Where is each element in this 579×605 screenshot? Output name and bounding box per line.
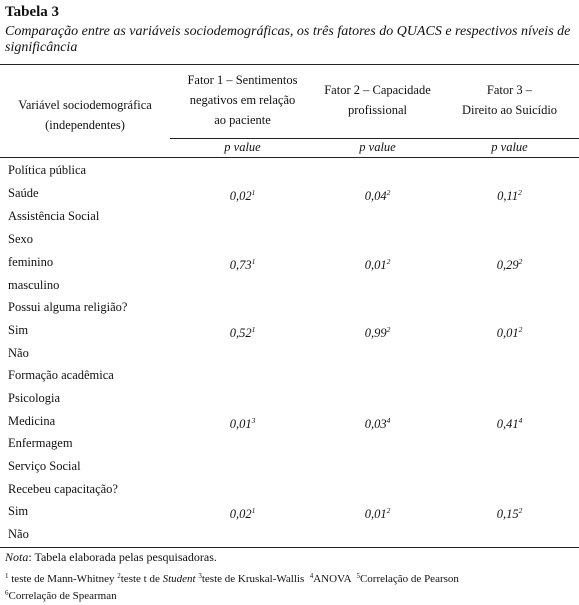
row-label: Não — [8, 346, 29, 360]
header-fator3-line1: Fator 3 – — [486, 83, 533, 97]
header-fator1-line1: Fator 1 – Sentimentos — [187, 73, 298, 87]
header-fator2 — [300, 80, 455, 120]
row-label: Sim — [8, 504, 29, 518]
pvalue-label-fator3: p value — [491, 140, 528, 154]
table-subtitle: Comparação entre as variáveis sociodemográficas, os três fatores do QUACS e respectivos níveis de significância — [5, 24, 571, 55]
footnote-5: Correlação de Pearson — [359, 573, 459, 585]
pvalue-cell: 0,73$^1$ — [229, 257, 256, 272]
table-title: Tabela 3 — [5, 4, 60, 20]
footnote-1: teste de Mann-Whitney — [11, 573, 115, 585]
header-fator2-line1: Fator 2 – Capacidade — [324, 83, 431, 97]
row-label: Medicina — [8, 414, 56, 428]
footnote-2b: Student — [162, 573, 196, 585]
footnotes-line1: $^1$ teste de Mann-Whitney $^2$teste t de Student $^3$teste de Kruskal-Wallis $^4$ANOVA $^5$Correlação de Pearson — [5, 572, 459, 585]
pvalue-cell: 0,52$^1$ — [229, 325, 256, 340]
pvalue-cell: 0,04$^2$ — [364, 188, 391, 203]
row-label: feminino — [8, 255, 54, 269]
pvalue-label-fator1: p value — [224, 140, 261, 154]
row-label: Enfermagem — [8, 436, 73, 450]
row-label: Formação acadêmica — [8, 368, 114, 382]
header-fator1 — [170, 70, 315, 130]
row-label: Assistência Social — [8, 209, 100, 223]
footnote-4: ANOVA — [313, 573, 351, 585]
pvalue-cell: 0,01$^2$ — [364, 257, 391, 272]
pvalue-cell: 0,02$^1$ — [229, 506, 256, 521]
table-note — [5, 549, 217, 565]
row-label: Possui alguma religião? — [8, 300, 128, 314]
header-variable-line1: Variável sociodemográfica — [18, 98, 152, 112]
row-label: masculino — [8, 278, 60, 292]
row-label: Não — [8, 527, 29, 541]
header-variable-line2: (independentes) — [45, 118, 125, 132]
pvalue-cell: 0,41$^4$ — [496, 416, 523, 431]
row-label: Recebeu capacitação? — [8, 482, 118, 496]
pvalue-cell: 0,02$^1$ — [229, 188, 256, 203]
pvalue-cell: 0,99$^2$ — [364, 325, 391, 340]
pvalue-cell: 0,15$^2$ — [496, 506, 523, 521]
pvalue-label-fator2: p value — [359, 140, 396, 154]
header-fator2-line2: profissional — [347, 103, 408, 117]
header-fator3-line2: Direito ao Suicídio — [461, 103, 558, 117]
header-variable — [0, 95, 170, 135]
footnotes-line2: $^6$Correlação de Spearman — [5, 589, 117, 602]
header-fator3 — [440, 80, 579, 120]
pvalue-cell: 0,11$^2$ — [497, 188, 522, 203]
row-label: Política pública — [8, 163, 87, 177]
row-label: Serviço Social — [8, 459, 81, 473]
footnote-2a: teste t de — [120, 573, 163, 585]
header-fator1-line3: ao paciente — [214, 113, 271, 127]
row-label: Sim — [8, 323, 29, 337]
pvalue-cell: 0,29$^2$ — [496, 257, 523, 272]
note-label: Nota — [5, 550, 29, 564]
header-bottom-rule — [0, 157, 579, 158]
row-label: Psicologia — [8, 391, 61, 405]
top-rule — [0, 64, 579, 65]
note-text: : Tabela elaborada pelas pesquisadoras. — [28, 550, 217, 564]
pvalue-cell: 0,01$^2$ — [364, 506, 391, 521]
pvalue-cell: 0,01$^2$ — [496, 325, 523, 340]
pvalue-cell: 0,03$^4$ — [364, 416, 391, 431]
footnote-6: Correlação de Spearman — [8, 590, 117, 602]
row-label: Saúde — [8, 186, 39, 200]
header-fator1-line2: negativos em relação — [189, 93, 296, 107]
footnote-3: teste de Kruskal-Wallis — [201, 573, 305, 585]
bottom-rule — [0, 547, 579, 548]
row-label: Sexo — [8, 232, 33, 246]
pvalue-cell: 0,01$^3$ — [229, 416, 256, 431]
